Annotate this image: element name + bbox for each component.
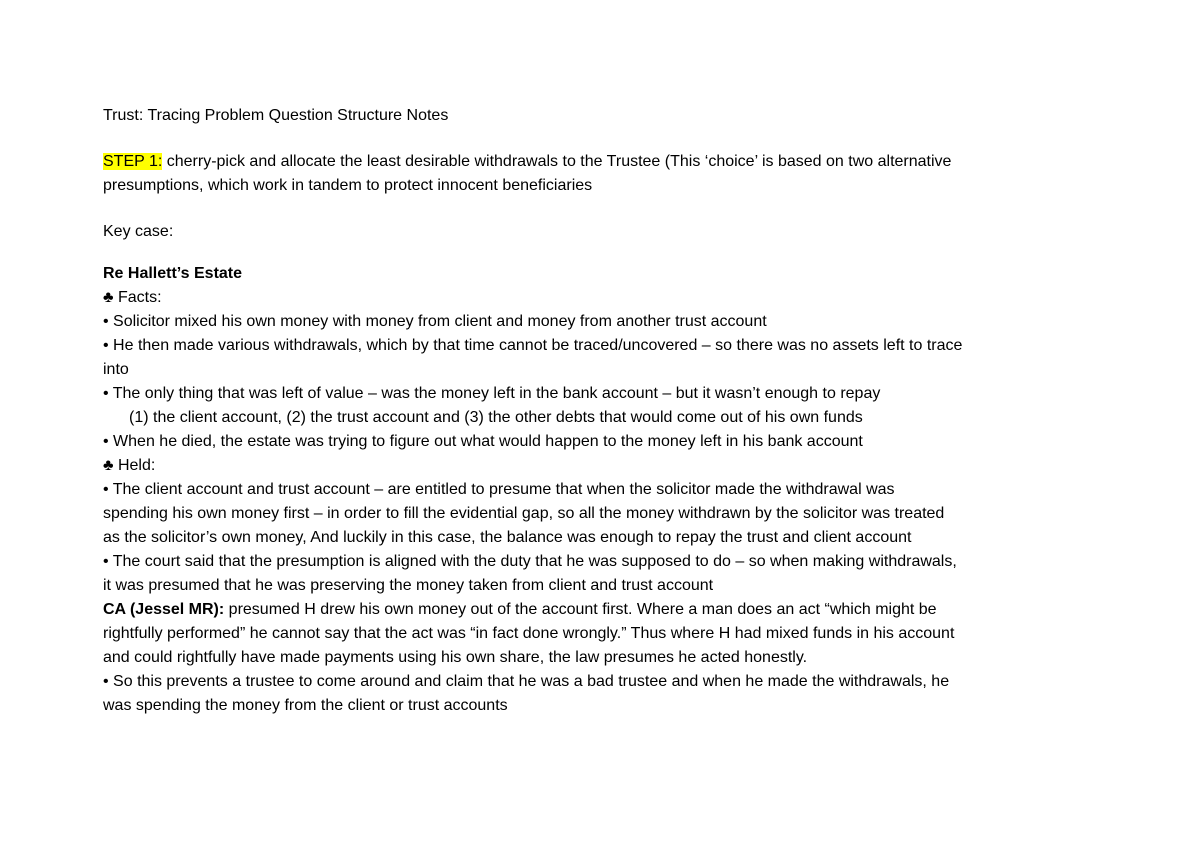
fact-1: • Solicitor mixed his own money with money from client and money from another trust account: [103, 313, 767, 330]
fact-4: • When he died, the estate was trying to figure out what would happen to the money left in his bank account: [103, 433, 863, 450]
held-1-line-3: as the solicitor’s own money, And luckily in this case, the balance was enough to repay the trust and client account: [103, 529, 912, 546]
step1-label: STEP 1:: [103, 153, 163, 170]
case-name: Re Hallett’s Estate: [103, 265, 243, 282]
step1-line-2: presumptions, which work in tandem to protect innocent beneficiaries: [103, 177, 593, 194]
fact-2-line-1: • He then made various withdrawals, which by that time cannot be traced/uncovered – so there was no assets left to trace: [103, 337, 963, 354]
fact-2-line-2: into: [103, 361, 129, 378]
ca-line-2: rightfully performed” he cannot say that the act was “in fact done wrongly.” Thus where H had mixed funds in his account: [103, 625, 955, 642]
ca-line-3: and could rightfully have made payments using his own share, the law presumes he acted honestly.: [103, 649, 808, 666]
held-2-line-1: • The court said that the presumption is aligned with the duty that he was supposed to do – so when making withdrawals,: [103, 553, 957, 570]
final-line-2: was spending the money from the client or trust accounts: [103, 697, 508, 714]
facts-heading: ♣ Facts:: [103, 289, 162, 306]
document-title: Trust: Tracing Problem Question Structure Notes: [103, 107, 449, 124]
held-1-line-1: • The client account and trust account – are entitled to presume that when the solicitor made the withdrawal was: [103, 481, 895, 498]
ca-line-1: [103, 598, 1103, 622]
key-case-label: Key case:: [103, 223, 174, 240]
held-heading: ♣ Held:: [103, 457, 156, 474]
step1-line-1: [103, 150, 1103, 174]
fact-3-line-2: (1) the client account, (2) the trust account and (3) the other debts that would come out of his own funds: [129, 409, 863, 426]
document-body: [103, 103, 1103, 718]
ca-text-1: presumed H drew his own money out of the account first. Where a man does an act “which might be: [224, 601, 937, 618]
fact-3-line-1: • The only thing that was left of value – was the money left in the bank account – but it wasn’t enough to repay: [103, 385, 881, 402]
final-line-1: • So this prevents a trustee to come around and claim that he was a bad trustee and when he made the withdrawals, he: [103, 673, 950, 690]
held-1-line-2: spending his own money first – in order to fill the evidential gap, so all the money withdrawn by the solicitor was treated: [103, 505, 945, 522]
step1-text-1: cherry-pick and allocate the least desirable withdrawals to the Trustee (This ‘choice’ is based on two alternative: [162, 153, 952, 170]
held-2-line-2: it was presumed that he was preserving the money taken from client and trust account: [103, 577, 714, 594]
ca-label: CA (Jessel MR):: [103, 601, 225, 618]
